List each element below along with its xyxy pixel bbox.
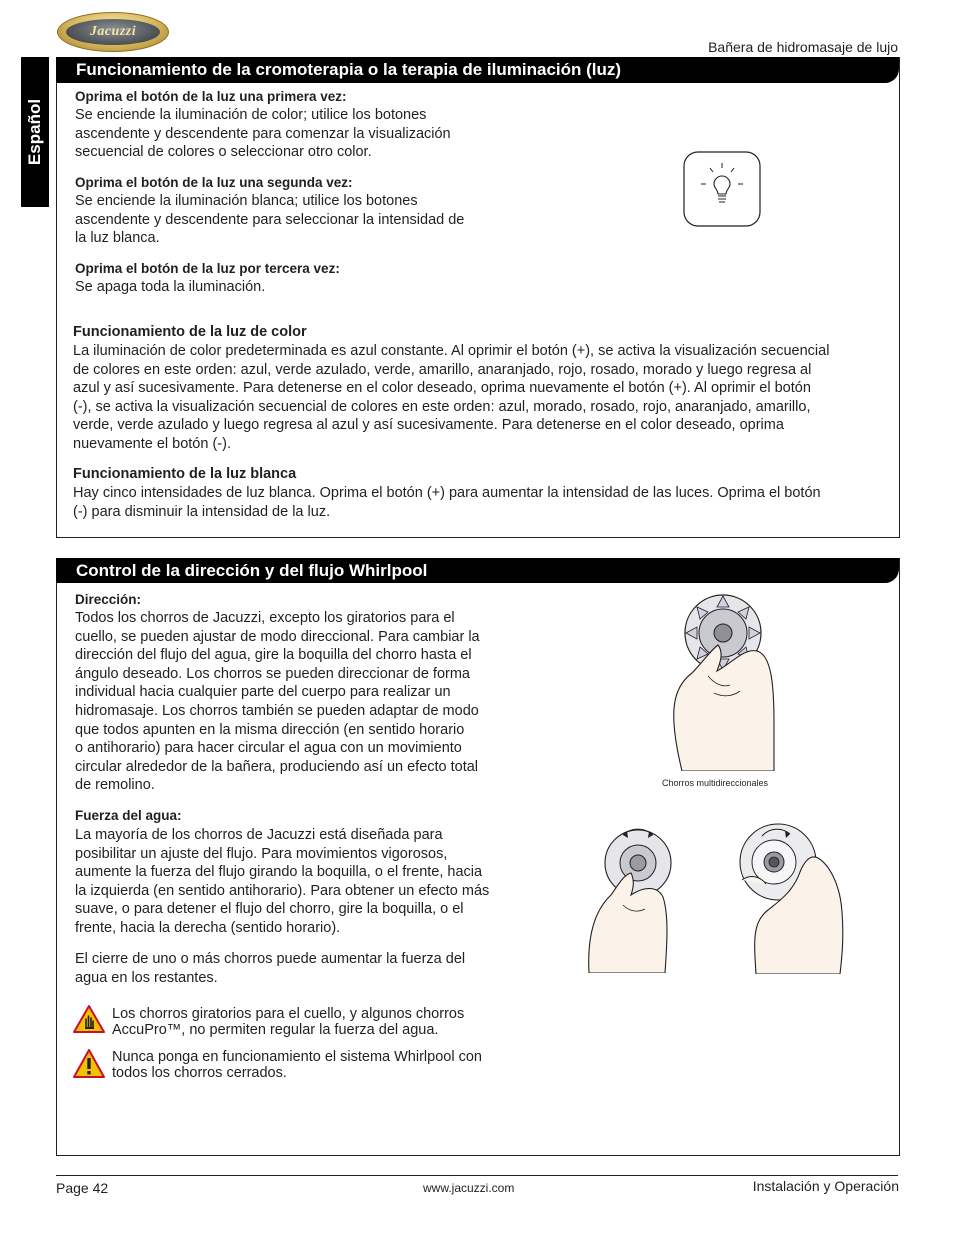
press3-heading: Oprima el botón de la luz por tercera vez: [75, 261, 340, 276]
warning2-text: Nunca ponga en funcionamiento el sistema Whirlpool con todos los chorros cerrados. [112, 1049, 482, 1081]
language-tab-label: Español [25, 98, 44, 166]
jacuzzi-logo [57, 12, 169, 52]
footer-manual-title: Instalación y Operación [752, 1178, 899, 1194]
page-number: Page 42 [56, 1180, 109, 1196]
white-light-heading: Funcionamiento de la luz blanca [73, 466, 297, 482]
figure-caption: Chorros multidireccionales [662, 778, 769, 788]
multidirectional-jet-illustration [662, 593, 778, 771]
color-light-text: La iluminación de color predeterminada es azul constante. Al oprimir el botón (+), se activa la visualización secuencial de colores en este orden: azul, verde azulado, verde, amarillo, anaranjado, rojo, rosado, morado y luego regresa al azul y así sucesivamente. Para detenerse en el color deseado, oprima nuevamente el botón (+). Al oprimir el botón (-), se activa la visualización secuencial de colores en este orden: azul, morado, rosado, rojo, anaranjado, amarillo, verde, verde azulado y luego regresa al azul y así sucesivamente. Para detenerse en el color deseado, oprima nuevamente el botón (-). [73, 343, 830, 452]
direction-text: Todos los chorros de Jacuzzi, excepto los giratorios para el cuello, se pueden ajustar de modo direccional. Para cambiar la dirección del flujo del agua, gire la boquilla del chorro hasta el ángulo deseado. Los chorros se pueden direccionar de forma individual hacia cualquier parte del cuerpo para realizar un hidromasaje. Los chorros también se pueden adaptar de modo que todos apunten en la misma dirección (en sentido horario o antihorario) para hacer circular el agua con un movimiento circular alrededor de la bañera, produciendo así un efecto total de remolino. [75, 610, 480, 794]
whirlpool-section-title: Control de la dirección y del flujo Whirlpool [56, 558, 899, 583]
caution-hand-icon [72, 1004, 106, 1034]
flow-adjust-illustration-left [587, 825, 673, 973]
warning1-text: Los chorros giratorios para el cuello, y algunos chorros AccuPro™, no permiten regular la fuerza del agua. [112, 1006, 465, 1038]
light-button-icon [683, 151, 761, 227]
flow-adjust-illustration-right [738, 822, 848, 974]
press3-text: Se apaga toda la iluminación. [75, 279, 266, 295]
footer-divider [56, 1175, 898, 1176]
document-title: Bañera de hidromasaje de lujo [708, 39, 898, 55]
logo-text: Jacuzzi [66, 19, 160, 45]
color-light-heading: Funcionamiento de la luz de color [73, 324, 307, 340]
warning-exclamation-icon [72, 1048, 106, 1079]
press1-heading: Oprima el botón de la luz una primera vez: [75, 89, 347, 104]
press2-text: Se enciende la iluminación blanca; utilice los botones ascendente y descendente para seleccionar la intensidad de la luz blanca. [75, 193, 465, 247]
footer-url[interactable]: www.jacuzzi.com [423, 1181, 515, 1195]
lighting-section-title: Funcionamiento de la cromoterapia o la terapia de iluminación (luz) [56, 57, 899, 83]
language-tab [21, 57, 49, 207]
white-light-text: Hay cinco intensidades de luz blanca. Oprima el botón (+) para aumentar la intensidad de las luces. Oprima el botón (-) para disminuir la intensidad de la luz. [73, 485, 821, 520]
closing-text: El cierre de uno o más chorros puede aumentar la fuerza del agua en los restantes. [75, 951, 466, 986]
direction-heading: Dirección: [75, 592, 142, 607]
force-text: La mayoría de los chorros de Jacuzzi está diseñada para posibilitar un ajuste del flujo. Para movimientos vigorosos, aumente la fuerza del flujo girando la boquilla, o el frente, hacia la izquierda (en sentido antihorario). Para obtener un efecto más suave, o para detener el flujo del chorro, gire la boquilla, o el frente, hacia la derecha (sentido horario). [75, 827, 490, 936]
press1-text: Se enciende la iluminación de color; utilice los botones ascendente y descendente para comenzar la visualización secuencial de colores o seleccionar otro color. [75, 107, 451, 161]
press2-heading: Oprima el botón de la luz una segunda vez: [75, 175, 353, 190]
force-heading: Fuerza del agua: [75, 808, 182, 823]
